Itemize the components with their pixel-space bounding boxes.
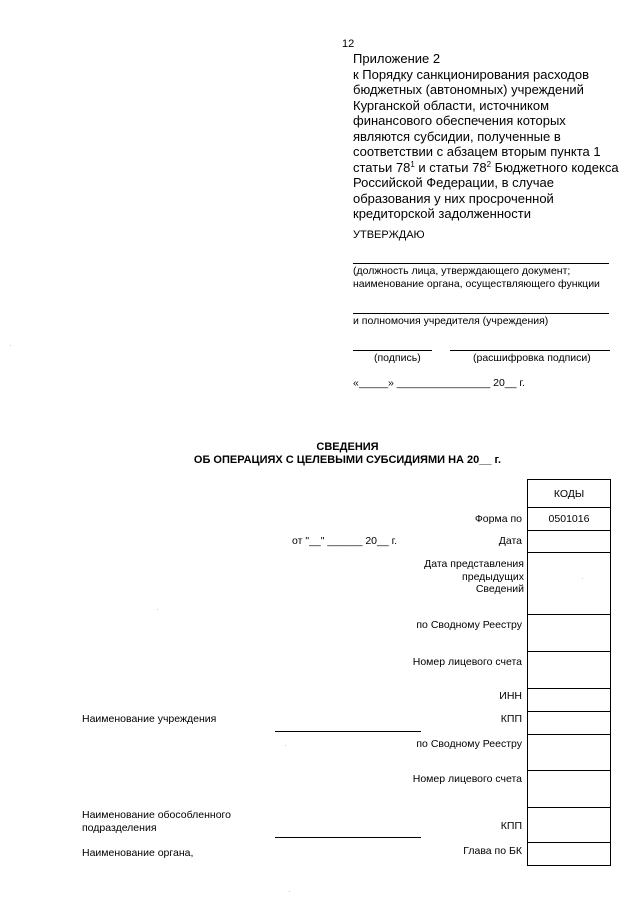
approval-date-line: «_____» ________________ 20__ г. bbox=[353, 377, 525, 389]
scan-speck bbox=[285, 745, 286, 746]
appendix-text bbox=[353, 67, 623, 222]
subdivision-name-label-2: подразделения bbox=[82, 822, 157, 834]
subdivision-name-line bbox=[275, 837, 421, 838]
document-title: СВЕДЕНИЯ bbox=[316, 441, 379, 453]
scan-speck bbox=[582, 578, 583, 579]
report-date-from: от "__" ______ 20__ г. bbox=[292, 535, 398, 547]
code-label-registry-2: по Сводному Реестру bbox=[416, 738, 522, 750]
appendix-text-part2: и статьи 78 bbox=[414, 159, 487, 175]
appendix-sup2: 2 bbox=[486, 159, 492, 169]
code-cell-registry-1[interactable] bbox=[528, 615, 611, 652]
code-cell-date[interactable] bbox=[528, 531, 611, 553]
scan-speck bbox=[10, 345, 11, 346]
code-label-account-1: Номер лицевого счета bbox=[412, 656, 522, 668]
decoding-caption: (расшифровка подписи) bbox=[473, 352, 591, 364]
institution-name-line bbox=[275, 731, 421, 732]
code-cell-registry-2[interactable] bbox=[528, 735, 611, 771]
page-number: 12 bbox=[342, 38, 355, 50]
institution-name-label: Наименование учреждения bbox=[82, 713, 217, 725]
approval-heading: УТВЕРЖДАЮ bbox=[353, 229, 425, 241]
codes-header: КОДЫ bbox=[528, 480, 611, 508]
appendix-title: Приложение 2 bbox=[353, 51, 441, 66]
code-label-inn: ИНН bbox=[499, 690, 522, 702]
appendix-sup1: 1 bbox=[410, 159, 415, 169]
decoding-line bbox=[450, 350, 610, 351]
subdivision-name-label-1: Наименование обособленного bbox=[82, 809, 231, 821]
organ-name-label: Наименование органа, bbox=[82, 847, 194, 859]
code-label-kpp-1: КПП bbox=[500, 713, 522, 725]
scan-speck bbox=[289, 891, 290, 892]
code-cell-account-2[interactable] bbox=[528, 771, 611, 808]
code-label-chapter-bk: Глава по БК bbox=[463, 845, 522, 857]
code-cell-kpp-1[interactable] bbox=[528, 712, 611, 735]
code-label-account-2: Номер лицевого счета bbox=[412, 773, 522, 785]
code-cell-prev-date[interactable] bbox=[528, 553, 611, 615]
code-label-prev-date: Дата представления предыдущих Сведений bbox=[424, 558, 524, 595]
code-cell-inn[interactable] bbox=[528, 689, 611, 712]
code-label-registry-1: по Сводному Реестру bbox=[416, 619, 522, 631]
codes-table bbox=[527, 479, 611, 866]
appendix-block bbox=[353, 51, 623, 222]
powers-caption: и полномочия учредителя (учреждения) bbox=[353, 315, 549, 327]
code-cell-chapter-bk[interactable] bbox=[528, 843, 611, 866]
code-cell-kpp-2[interactable] bbox=[528, 808, 611, 843]
appendix-text-part1: к Порядку санкционирования расходов бюджетных (автономных) учреждений Курганской области, источником финансового обеспечения которых являются субсидии, полученные в соответствии с абзацем вторым пункта 1 статьи 78 bbox=[353, 66, 601, 175]
code-cell-form[interactable]: 0501016 bbox=[528, 508, 611, 531]
appendix-text-part3: Бюджетного кодекса Российской Федерации, в случае образования у них просроченной кредиторской задолженности bbox=[353, 159, 619, 221]
position-caption-2: наименование органа, осуществляющего функции bbox=[353, 278, 600, 290]
code-label-form: Форма по bbox=[474, 513, 522, 525]
code-label-date: Дата bbox=[498, 535, 522, 547]
document-subtitle: ОБ ОПЕРАЦИЯХ С ЦЕЛЕВЫМИ СУБСИДИЯМИ НА 20__ г. bbox=[193, 454, 502, 466]
signature-caption: (подпись) bbox=[374, 352, 421, 364]
scan-speck bbox=[157, 609, 158, 610]
position-line bbox=[353, 263, 609, 264]
code-label-kpp-2: КПП bbox=[500, 820, 522, 832]
powers-line bbox=[353, 313, 609, 314]
code-cell-account-1[interactable] bbox=[528, 652, 611, 689]
signature-line bbox=[353, 350, 432, 351]
position-caption-1: (должность лица, утверждающего документ; bbox=[353, 265, 571, 277]
